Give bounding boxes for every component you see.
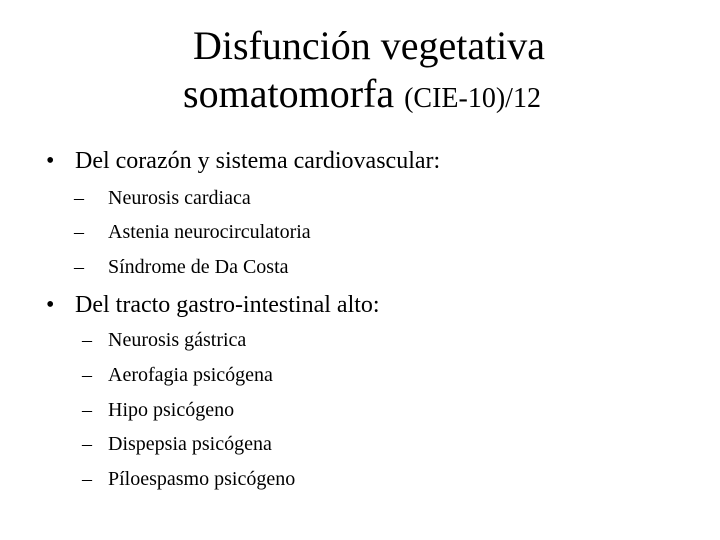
bullet-text: Del corazón y sistema cardiovascular: (75, 148, 441, 174)
sub-item (82, 398, 234, 422)
dash-marker: – (82, 399, 92, 421)
title-classification: (CIE-10)/12 (404, 83, 541, 114)
sub-item (82, 432, 272, 456)
sub-item-text: Astenia neurocirculatoria (108, 221, 311, 243)
dash-marker: – (82, 329, 92, 351)
sub-item (74, 186, 251, 210)
bullet-marker: • (46, 148, 55, 174)
dash-marker: – (82, 364, 92, 386)
title-main: somatomorfa (183, 71, 395, 116)
sub-item-text: Síndrome de Da Costa (108, 256, 289, 278)
sub-item-text: Aerofagia psicógena (108, 364, 273, 386)
bullet-item (46, 290, 380, 320)
bullet-item (46, 146, 440, 176)
title-line-1: Disfunción vegetativa (192, 23, 546, 68)
dash-marker: – (74, 187, 84, 209)
bullet-text: Del tracto gastro-intestinal alto: (75, 292, 380, 318)
sub-item-text: Píloespasmo psicógeno (108, 468, 296, 490)
dash-marker: – (82, 468, 92, 490)
sub-item (82, 467, 295, 491)
bullet-marker: • (46, 292, 55, 318)
slide-title (0, 22, 720, 123)
sub-item (82, 328, 246, 352)
dash-marker: – (74, 221, 84, 243)
sub-item (74, 255, 289, 279)
sub-item-text: Neurosis cardiaca (108, 187, 251, 209)
sub-item-text: Hipo psicógeno (108, 399, 235, 421)
dash-marker: – (74, 256, 84, 278)
title-line-2 (4, 70, 720, 123)
sub-item-text: Dispepsia psicógena (108, 433, 272, 455)
dash-marker: – (82, 433, 92, 455)
sub-item (74, 220, 311, 244)
sub-item-text: Neurosis gástrica (108, 329, 247, 351)
sub-item (82, 363, 273, 387)
